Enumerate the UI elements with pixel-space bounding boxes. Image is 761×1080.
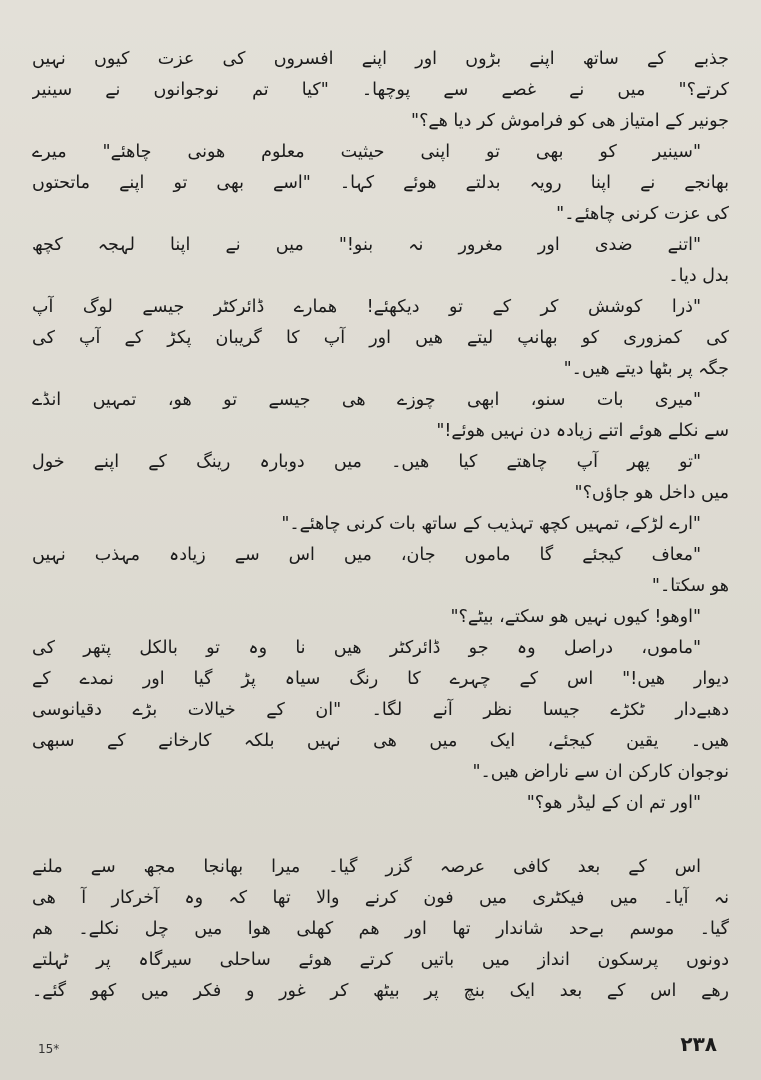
- text-line: جذبے کے ساتھ اپنے بڑوں اور اپنے افسروں کی عزت کیوں نہیں: [32, 49, 729, 69]
- text-line: "معاف کیجئے گا ماموں جان، میں اس سے زیادہ مہذب نہیں: [32, 545, 701, 565]
- text-line: ھیں۔ یقین کیجئے، ایک میں ھی نہیں بلکہ کارخانے کے سبھی: [32, 731, 729, 751]
- text-line: "ذرا کوشش کر کے تو دیکھئے! ھمارے ڈائرکٹر جیسے لوگ آپ: [32, 297, 701, 317]
- narrative-paragraph: [32, 852, 729, 1007]
- text-line: بدل دیا۔: [668, 266, 729, 286]
- text-line: دونوں پرسکون انداز میں باتیں کرتے ھوئے ساحلی سیرگاہ پر ٹہلتے: [32, 950, 729, 970]
- text-line: دھبےدار ٹکڑے جیسا نظر آنے لگا۔ "ان کے خیالات بڑے دقیانوسی: [32, 700, 729, 720]
- text-line: "ارے لڑکے، تمہیں کچھ تہذیب کے ساتھ بات کرنی چاھئے۔": [281, 514, 701, 534]
- text-line: کرتے؟" میں نے غصے سے پوچھا۔ "کیا تم نوجوانوں نے سینیر: [32, 80, 729, 100]
- text-line: نہ آیا۔ میں فیکٹری میں فون کرنے والا تھا کہ وہ آخرکار آ ھی: [32, 888, 729, 908]
- signature-mark: 15*: [38, 1042, 60, 1056]
- text-line: "اوھو! کیوں نہیں ھو سکتے، بیٹے؟": [450, 607, 701, 627]
- text-line: "اتنے ضدی اور مغرور نہ بنو!" میں نے اپنا لہجہ کچھ: [32, 235, 701, 255]
- text-line: جونیر کے امتیاز ھی کو فراموش کر دیا ھے؟": [411, 111, 729, 131]
- text-line: میں داخل ھو جاؤں؟": [574, 483, 729, 503]
- text-line: نوجوان کارکن ان سے ناراض ھیں۔": [472, 762, 729, 782]
- text-line: "اور تم ان کے لیڈر ھو؟": [526, 793, 701, 813]
- dialogue-paragraph: [32, 44, 729, 819]
- text-line: "میری بات سنو، ابھی چوزے ھی جیسے تو ھو، تمہیں انڈے: [32, 390, 701, 410]
- text-line: جگہ پر بٹھا دیتے ھیں۔": [563, 359, 729, 379]
- text-line: دیوار ھیں!" اس کے چہرے کا رنگ سیاہ پڑ گیا اور نمدے کے: [32, 669, 729, 689]
- text-line: کی عزت کرنی چاھئے۔": [556, 204, 729, 224]
- text-line: "ماموں، دراصل وہ جو ڈائرکٹر ھیں نا وہ تو بالکل پتھر کی: [32, 638, 701, 658]
- text-line: گیا۔ موسم بےحد شاندار تھا اور ھم کھلی ھوا میں چل نکلے۔ ھم: [32, 919, 729, 939]
- text-line: اس کے بعد کافی عرصہ گزر گیا۔ میرا بھانجا مجھ سے ملنے: [32, 857, 701, 877]
- page-number: ۲۳۸: [680, 1032, 717, 1056]
- text-line: بھانجے نے اپنا رویہ بدلتے ھوئے کہا۔ "اسے بھی تو اپنے ماتحتوں: [32, 173, 729, 193]
- text-line: ھو سکتا۔": [651, 576, 729, 596]
- text-line: رھے اس کے بعد ایک بنچ پر بیٹھ کر غور و فکر میں کھو گئے۔: [32, 981, 729, 1001]
- text-line: "سینیر کو بھی تو اپنی حیثیت معلوم ھونی چاھئے" میرے: [32, 142, 701, 162]
- text-line: سے نکلے ھوئے اتنے زیادہ دن نہیں ھوئے!": [436, 421, 729, 441]
- text-line: کی کمزوری کو بھانپ لیتے ھیں اور آپ کا گریبان پکڑ کے آپ کی: [32, 328, 729, 348]
- text-line: "تو پھر آپ چاھتے کیا ھیں۔ میں دوبارہ رینگ کے اپنے خول: [32, 452, 701, 472]
